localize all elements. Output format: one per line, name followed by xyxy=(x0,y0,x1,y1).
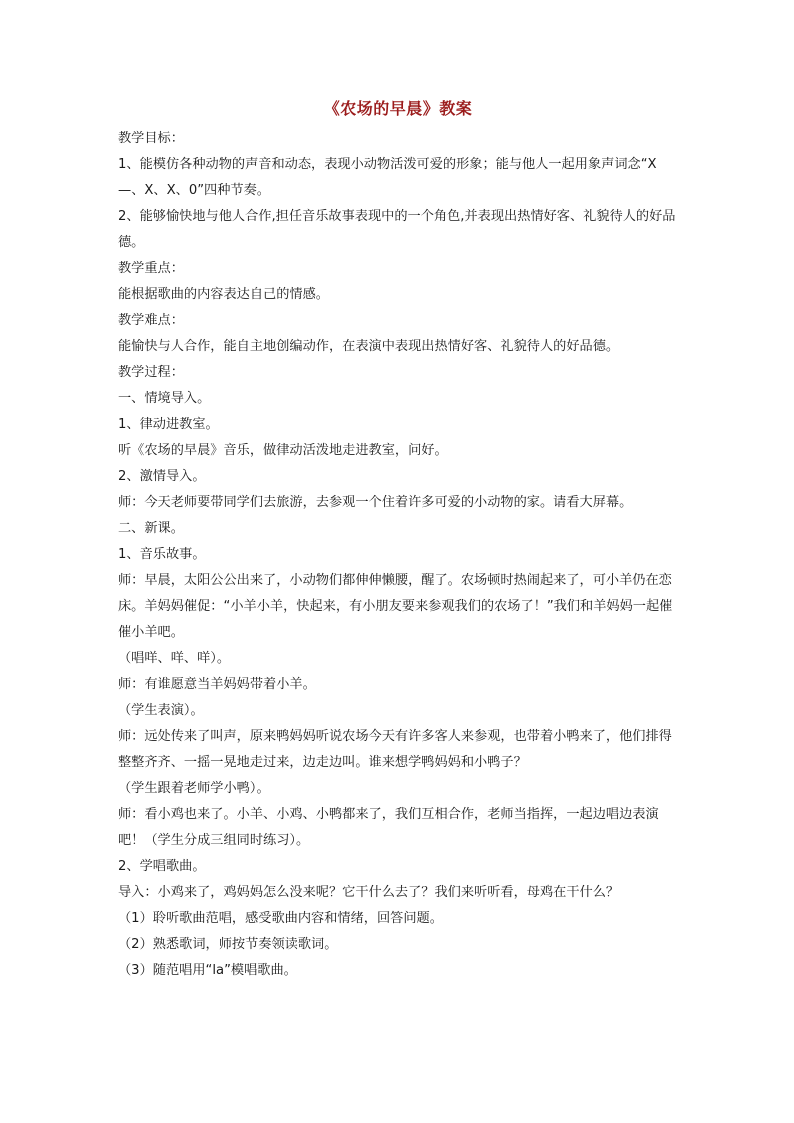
paragraph-song-step-3: （3）随范唱用“la”模唱歌曲。 xyxy=(118,963,297,978)
paragraph-story-6: （学生跟着老师学小鸭）。 xyxy=(118,781,270,796)
paragraph-teaching-goals-heading: 教学目标： xyxy=(118,131,184,146)
paragraph-story-1: 师：早晨，太阳公公出来了，小动物们都伸伸懒腰，醒了。农场顿时热闹起来了，可小羊仍在恋床。羊妈妈催促：“小羊小羊，快起来，有小朋友要来参观我们的农场了！”我们和羊妈妈一起催催小羊吧。 xyxy=(118,573,673,640)
document-body xyxy=(118,126,678,984)
document-title: 《农场的早晨》教案 xyxy=(323,99,473,118)
paragraph-song-intro: 导入：小鸡来了，鸡妈妈怎么没来呢？它干什么去了？我们来听听看，母鸡在干什么？ xyxy=(118,885,620,900)
paragraph-goal-2: 2、能够愉快地与他人合作,担任音乐故事表现中的一个角色,并表现出热情好客、礼貌待人的好品德。 xyxy=(118,209,676,250)
paragraph-step-1-2-text: 师：今天老师要带同学们去旅游，去参观一个住着许多可爱的小动物的家。请看大屏幕。 xyxy=(118,495,633,510)
paragraph-key-point: 能根据歌曲的内容表达自己的情感。 xyxy=(118,287,329,302)
paragraph-story-7: 师：看小鸡也来了。小羊、小鸡、小鸭都来了，我们互相合作，老师当指挥，一起边唱边表演吧！（学生分成三组同时练习）。 xyxy=(118,807,659,848)
paragraph-process-heading: 教学过程： xyxy=(118,365,184,380)
paragraph-key-points-heading: 教学重点： xyxy=(118,261,184,276)
paragraph-difficulties-heading: 教学难点： xyxy=(118,313,184,328)
paragraph-song-step-2: （2）熟悉歌词，师按节奏领读歌词。 xyxy=(118,937,338,952)
paragraph-section-2: 二、新课。 xyxy=(118,521,184,536)
paragraph-story-5: 师：远处传来了叫声，原来鸭妈妈听说农场今天有许多客人来参观，也带着小鸭来了，他们排得整整齐齐、一摇一晃地走过来，边走边叫。谁来想学鸭妈妈和小鸭子？ xyxy=(118,729,672,770)
paragraph-step-2-2: 2、学唱歌曲。 xyxy=(118,859,206,874)
paragraph-step-1-1: 1、律动进教室。 xyxy=(118,417,219,432)
paragraph-step-1-1-text: 听《农场的早晨》音乐，做律动活泼地走进教室，问好。 xyxy=(118,443,448,458)
paragraph-song-step-1: （1）聆听歌曲范唱，感受歌曲内容和情绪，回答问题。 xyxy=(118,911,443,926)
paragraph-step-1-2: 2、激情导入。 xyxy=(118,469,206,484)
paragraph-section-1: 一、情境导入。 xyxy=(118,391,211,406)
paragraph-goal-1: 1、能模仿各种动物的声音和动态，表现小动物活泼可爱的形象；能与他人一起用象声词念“X—、X、X、0”四种节奏。 xyxy=(118,157,657,198)
paragraph-story-3: 师：有谁愿意当羊妈妈带着小羊。 xyxy=(118,677,316,692)
paragraph-story-4: （学生表演）。 xyxy=(118,703,204,718)
paragraph-story-2: （唱咩、咩、咩）。 xyxy=(118,651,231,666)
paragraph-step-2-1: 1、音乐故事。 xyxy=(118,547,206,562)
paragraph-difficulty: 能愉快与人合作，能自主地创编动作，在表演中表现出热情好客、礼貌待人的好品德。 xyxy=(118,339,620,354)
document-page xyxy=(118,96,678,984)
